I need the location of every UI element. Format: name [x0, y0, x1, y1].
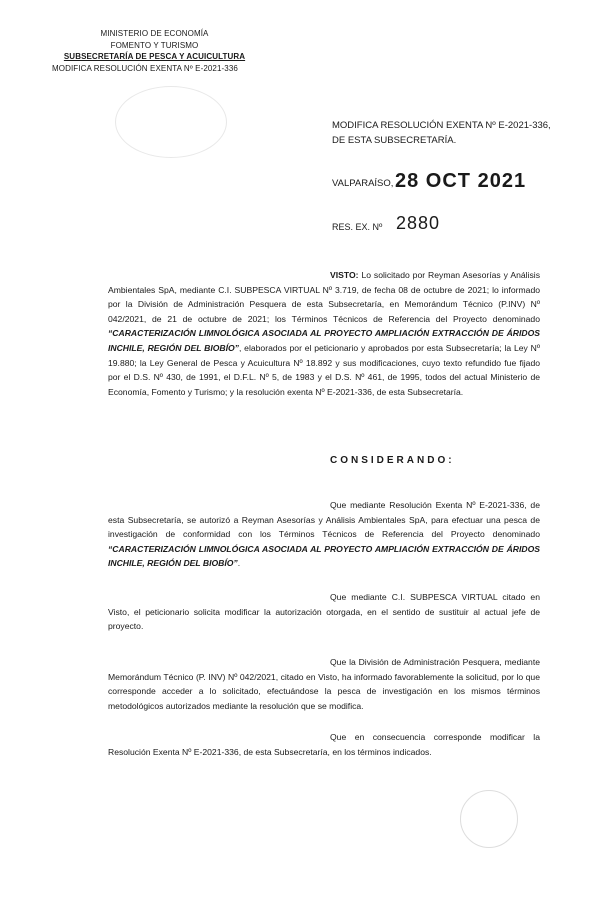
- stamp-icon: [460, 790, 518, 848]
- stamp-date: 28 OCT 2021: [395, 170, 527, 192]
- visto-text-2: , elaborados por el peticionario y aprobados por esta Subsecretaría; la Ley Nº 19.880; la Ley General de Pesca y Acuicultura Nº 18.892 y sus modificaciones, cuyo texto refundido fue fijado por el D.S. Nº 430, de 1991, el D.F.L. Nº 5, de 1983 y el D.S. Nº 461, de 1995, todos del actual Ministerio de Economía, Fomento y Turismo; y la resolución exenta Nº E-2021-336, de esta Subsecretaría.: [108, 342, 540, 397]
- ministry-subtitle: FOMENTO Y TURISMO: [110, 40, 199, 50]
- c3-text: Que la División de Administración Pesquera, mediante Memorándum Técnico (P. INV) Nº 042/2021, citado en Visto, ha informado favorablemente la solicitud, por lo que corresponde acceder a lo solicitado, efectuándose la pesca de investigación en los mismos términos metodológicos autorizados mediante la resolución que se modifica.: [108, 657, 540, 711]
- document-reference: MODIFICA RESOLUCIÓN EXENTA Nº E-2021-336: [52, 63, 238, 73]
- visto-label: VISTO:: [330, 270, 359, 280]
- place-label: VALPARAÍSO,: [332, 178, 394, 189]
- visto-project-name: “CARACTERIZACIÓN LIMNOLÓGICA ASOCIADA AL PROYECTO AMPLIACIÓN EXTRACCIÓN DE ÁRIDOS INCHILE, REGIÓN DEL BIOBÍO”: [108, 328, 540, 353]
- official-seal-icon: [115, 86, 227, 158]
- document-subject: [332, 118, 572, 148]
- visto-text-1: Lo solicitado por Reyman Asesorías y Análisis Ambientales SpA, mediante C.I. SUBPESCA VIRTUAL Nº 3.719, de fecha 08 de octubre de 2021; lo informado por la División de Administración Pesquera de esta Subsecretaría, en Memorándum Técnico (P.INV) Nº 042/2021, de 21 de octubre de 2021; los Términos Técnicos de Referencia del Proyecto denominado: [108, 270, 540, 324]
- resolution-number-label: RES. EX. Nº: [332, 222, 383, 232]
- letterhead: [52, 28, 257, 74]
- subject-line-1: MODIFICA RESOLUCIÓN EXENTA Nº E-2021-336,: [332, 120, 551, 131]
- considerando-4: [108, 730, 540, 759]
- c1-text-2: .: [237, 558, 241, 569]
- ministry-name: MINISTERIO DE ECONOMÍA: [100, 29, 209, 38]
- considerando-3: [108, 655, 540, 713]
- considerando-heading: CONSIDERANDO:: [330, 455, 455, 466]
- c1-text-1: Que mediante Resolución Exenta Nº E-2021-336, de esta Subsecretaría, se autorizó a Reyman Asesorías y Análisis Ambientales SpA, para efectuar una pesca de investigación de conformidad con los Términos Técnicos de Referencia del Proyecto denominado: [108, 500, 540, 540]
- subject-line-2: DE ESTA SUBSECRETARÍA.: [332, 135, 457, 146]
- considerando-1: [108, 498, 540, 571]
- undersecretariat-name: SUBSECRETARÍA DE PESCA Y ACUICULTURA: [63, 52, 246, 61]
- c4-text: Que en consecuencia corresponde modificar la Resolución Exenta Nº E-2021-336, de esta Subsecretaría, en los términos indicados.: [108, 732, 540, 757]
- resolution-number: 2880: [396, 213, 441, 233]
- visto-paragraph: [108, 268, 540, 399]
- c1-project-name: “CARACTERIZACIÓN LIMNOLÓGICA ASOCIADA AL PROYECTO AMPLIACIÓN EXTRACCIÓN DE ÁRIDOS INCHILE, REGIÓN DEL BIOBÍO”: [108, 543, 540, 569]
- considerando-2: [108, 590, 540, 634]
- c2-text: Que mediante C.I. SUBPESCA VIRTUAL citado en Visto, el peticionario solicita modificar la autorización otorgada, en el sentido de sustituir al actual jefe de proyecto.: [108, 592, 540, 632]
